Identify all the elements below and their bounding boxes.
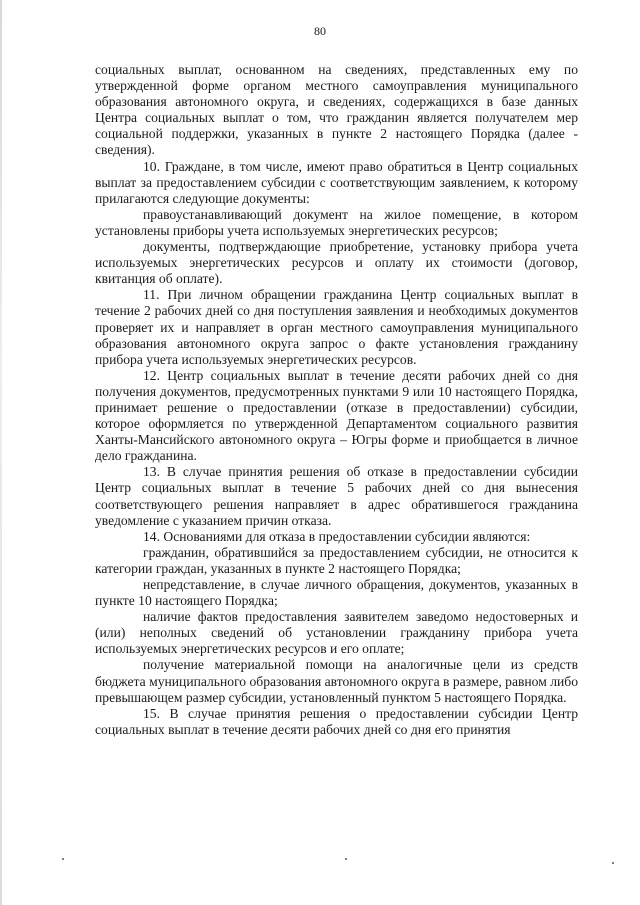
paragraph-document-title: правоустанавливающий документ на жилое помещение, в котором установлены приборы учета используемых энергетических ресурсов; xyxy=(95,206,578,238)
paragraph-refusal-false-info: наличие фактов предоставления заявителем заведомо недостоверных и (или) неполных сведений об установлении гражданину прибора учета используемых энергетических ресурсов и его оплате; xyxy=(95,609,578,657)
paragraph-refusal-category: гражданин, обратившийся за предоставлением субсидии, не относится к категории граждан, указанных в пункте 2 настоящего Порядка; xyxy=(95,544,578,576)
paragraph-item-13: 13. В случае принятия решения об отказе в предоставлении субсидии Центр социальных выплат в течение 5 рабочих дней со дня вынесения соответствующего решения направляет в адрес обратившегося гражданина уведомление с указанием причин отказа. xyxy=(95,464,578,528)
page-number: 80 xyxy=(314,24,326,38)
paragraph-continuation: социальных выплат, основанном на сведениях, представленных ему по утвержденной форме органом местного самоуправления муниципального образования автономного округа, и сведениях, содержащихся в базе данных Центра социальных выплат о том, что гражданин является получателем мер социальной поддержки, указанных в пункте 2 настоящего Порядка (далее - сведения). xyxy=(95,62,578,158)
paragraph-refusal-documents: непредставление, в случае личного обращения, документов, указанных в пункте 10 настоящего Порядка; xyxy=(95,577,578,609)
scan-speck xyxy=(62,858,64,860)
paragraph-item-10: 10. Граждане, в том числе, имеют право обратиться в Центр социальных выплат за предоставлением субсидии с соответствующим заявлением, к которому прилагаются следующие документы: xyxy=(95,158,578,206)
paragraph-item-12: 12. Центр социальных выплат в течение десяти рабочих дней со дня получения документов, предусмотренных пунктами 9 или 10 настоящего Порядка, принимает решение о предоставлении (отказе в предоставлении) субсидии, которое оформляется по утвержденной Департаментом социального развития Ханты-Мансийского автономного округа – Югры форме и приобщается в личное дело гражданина. xyxy=(95,367,578,464)
paragraph-item-11: 11. При личном обращении гражданина Центр социальных выплат в течение 2 рабочих дней со дня поступления заявления и необходимых документов проверяет их и направляет в орган местного самоуправления муниципального образования автономного округа запрос о факте установления гражданину прибора учета используемых энергетических ресурсов. xyxy=(95,287,578,367)
scan-speck xyxy=(612,862,614,864)
scan-edge xyxy=(0,0,2,905)
paragraph-refusal-aid: получение материальной помощи на аналогичные цели из средств бюджета муниципального образования автономного округа в размере, равном либо превышающем размер субсидии, установленный пунктом 5 настоящего Порядка. xyxy=(95,657,578,705)
paragraph-document-payment: документы, подтверждающие приобретение, установку прибора учета используемых энергетических ресурсов и оплату их стоимости (договор, квитанция об оплате). xyxy=(95,239,578,287)
paragraph-item-14: 14. Основаниями для отказа в предоставлении субсидии являются: xyxy=(143,528,531,544)
document-body xyxy=(95,62,578,738)
scan-speck xyxy=(345,858,347,860)
paragraph-item-15: 15. В случае принятия решения о предоставлении субсидии Центр социальных выплат в течение десяти рабочих дней со дня его принятия xyxy=(95,705,578,737)
